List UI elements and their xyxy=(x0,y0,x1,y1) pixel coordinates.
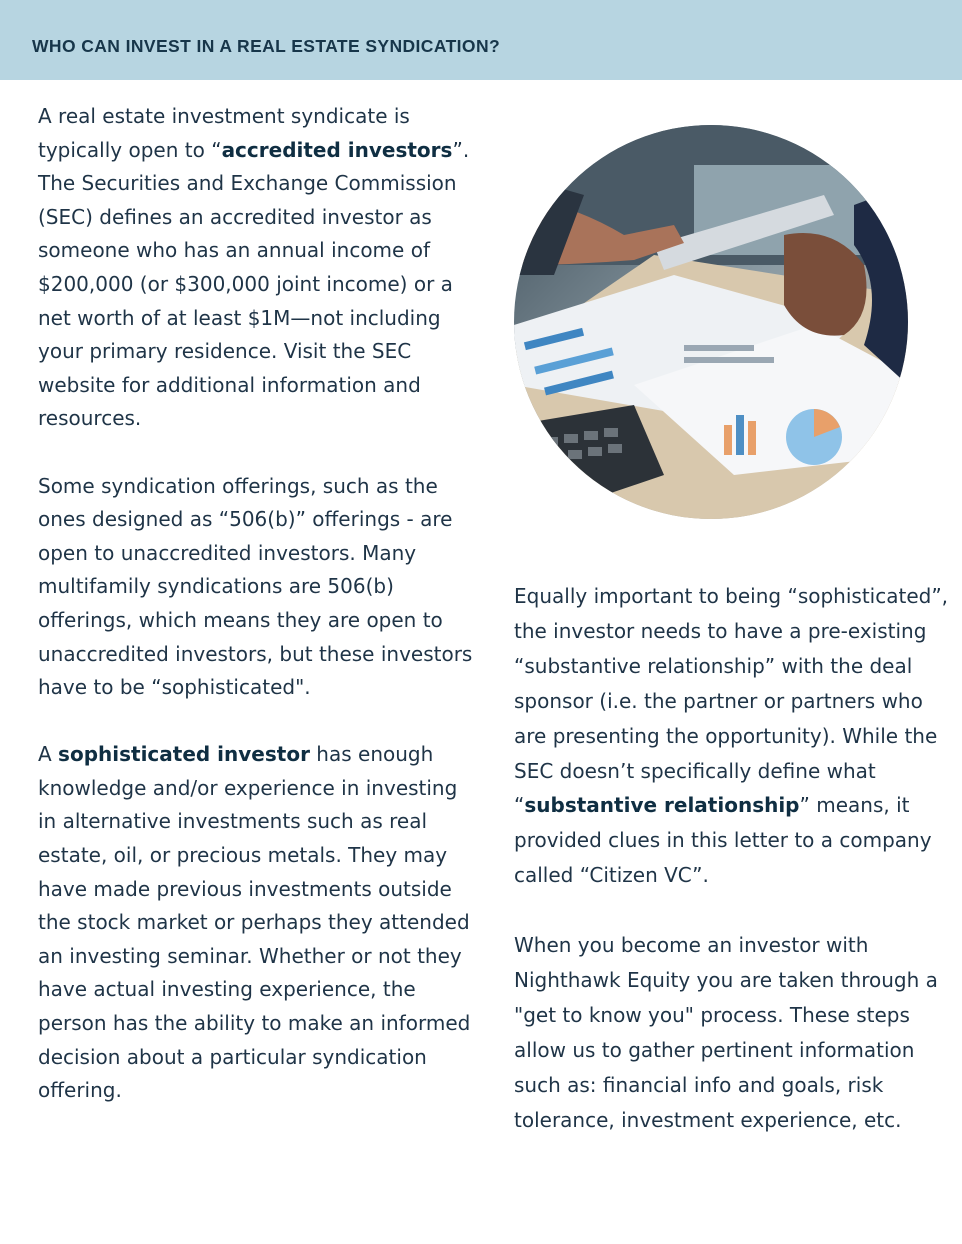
text-run: has enough knowledge and/or experience in investing in alternative investments such as real estate, oil, or precious metals. They may have made previous investments outside the stock market or perhaps they attended an investing seminar. Whether or not they have actual investing experience, the person has the ability to make an informed decision about a particular syndication offering. xyxy=(38,742,471,1103)
accredited-paragraph xyxy=(38,100,478,436)
text-run: A real estate investment syndicate is typically open to “ xyxy=(38,104,410,162)
substantive-paragraph xyxy=(514,579,954,893)
text-run: ”. The Securities and Exchange Commission (SEC) defines an accredited investor as someone who has an annual income of $200,000 (or $300,000 joint income) or a net worth of at least $1M—not including your primary residence. Visit the SEC website for additional information and resources. xyxy=(38,137,470,431)
text-run: A xyxy=(38,742,59,767)
506b-paragraph: Some syndication offerings, such as the ones designed as “506(b)” offerings - are open to unaccredited investors. Many multifamily syndications are 506(b) offerings, which means they are open to unaccredited investors, but these investors have to be “sophisticated". xyxy=(38,473,473,700)
sophisticated-investor-term: sophisticated investor xyxy=(58,742,310,767)
left-column xyxy=(38,100,478,1108)
nighthawk-paragraph: When you become an investor with Nighthawk Equity you are taken through a "get to know you" process. These steps allow us to gather pertinent information such as: financial info and goals, risk tolerance, investment experience, etc. xyxy=(514,933,938,1132)
header-banner xyxy=(0,0,962,80)
text-run: ” means, it provided clues in this letter to a company called “Citizen VC”. xyxy=(514,793,932,888)
sophisticated-paragraph xyxy=(38,738,478,1108)
text-run: Equally important to being “sophisticated”, the investor needs to have a pre-existing “substantive relationship” with the deal sponsor (i.e. the partner or partners who are presenting the opportunity). While the SEC doesn’t specifically define what “ xyxy=(514,584,949,818)
business-meeting-photo xyxy=(514,125,908,519)
page-title: WHO CAN INVEST IN A REAL ESTATE SYNDICATION? xyxy=(32,36,501,56)
right-column xyxy=(514,579,954,1137)
substantive-relationship-term: substantive relationship xyxy=(524,793,800,818)
accredited-investors-term: accredited investors xyxy=(221,137,453,162)
